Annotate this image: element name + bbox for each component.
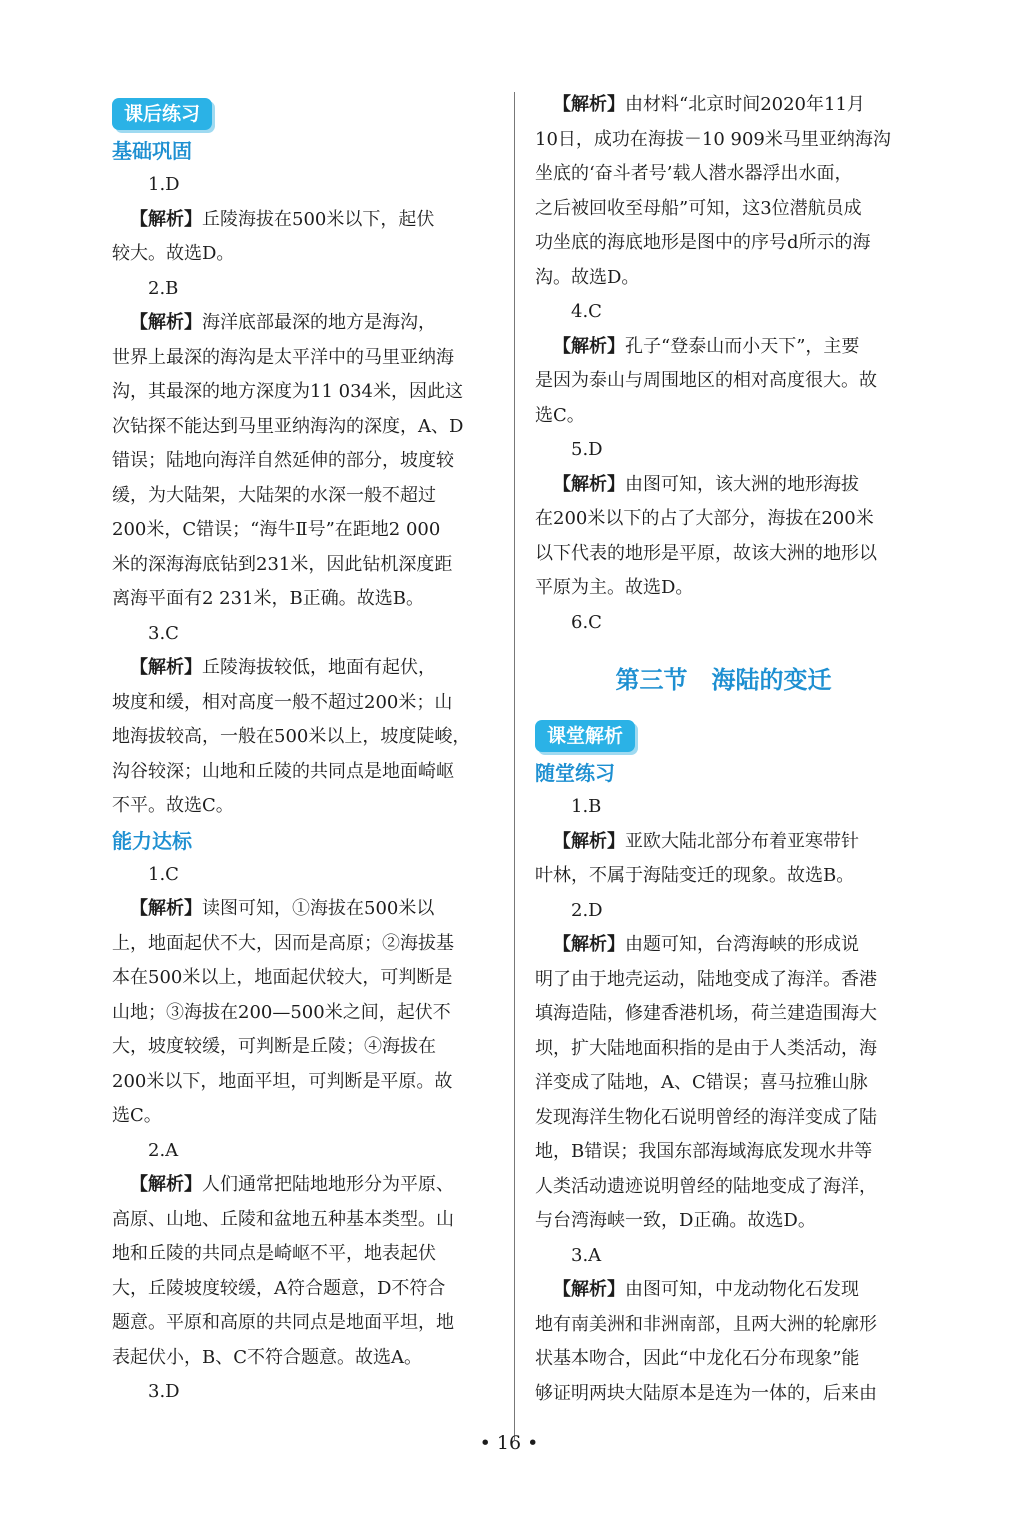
text-line: 与台湾海峡一致，D正确。故选D。 bbox=[535, 1210, 816, 1231]
analysis-text: 丘陵海拔在500米以下，起伏 bbox=[202, 208, 435, 230]
text-line bbox=[535, 825, 912, 860]
text-line: 山地；③海拔在200—500米之间，起伏不 bbox=[112, 1001, 451, 1023]
basic-answers bbox=[112, 168, 497, 824]
text-line: 沟谷较深；山地和丘陵的共同点是地面崎岖 bbox=[112, 760, 454, 782]
text-line: 不平。故选C。 bbox=[112, 795, 234, 816]
text-line: 沟，其最深的地方深度为11 034米，因此这 bbox=[112, 381, 463, 402]
text-line bbox=[535, 928, 912, 963]
analysis-label: 【解析】 bbox=[130, 1174, 202, 1195]
analysis-text: 海洋底部最深的地方是海沟， bbox=[202, 312, 436, 333]
classroom-analysis-tag: 课堂解析 bbox=[535, 720, 635, 752]
ability-heading: 能力达标 bbox=[112, 828, 192, 853]
text-line: 200米以下，地面平坦，可判断是平原。故 bbox=[112, 1070, 453, 1092]
text-line: 在200米以下的占了大部分，海拔在200米 bbox=[535, 508, 874, 529]
text-line: 题意。平原和高原的共同点是地面平坦，地 bbox=[112, 1312, 454, 1333]
text-line: 错误；陆地向海洋自然延伸的部分，坡度较 bbox=[112, 450, 454, 471]
answer-number: 6.C bbox=[571, 611, 602, 633]
text-line: 次钻探不能达到马里亚纳海沟的深度，A、D bbox=[112, 415, 464, 437]
answer-number: 1.B bbox=[571, 796, 602, 817]
text-line: 人类活动遗迹说明曾经的陆地变成了海洋， bbox=[535, 1175, 877, 1197]
text-line: 离海平面有2 231米，B正确。故选B。 bbox=[112, 588, 424, 609]
text-line: 表起伏小，B、C不符合题意。故选A。 bbox=[112, 1346, 422, 1368]
page-number: • 16 • bbox=[479, 1432, 539, 1454]
text-line: 世界上最深的海沟是太平洋中的马里亚纳海 bbox=[112, 346, 454, 368]
text-line: 10日，成功在海拔－10 909米马里亚纳海沟 bbox=[535, 128, 891, 150]
text-line: 叶林，不属于海陆变迁的现象。故选B。 bbox=[535, 865, 855, 886]
analysis-label: 【解析】 bbox=[130, 657, 202, 678]
answer-number: 2.A bbox=[148, 1139, 179, 1161]
in-class-practice-heading: 随堂练习 bbox=[535, 761, 615, 785]
answer-number: 1.D bbox=[148, 174, 180, 195]
section-title: 第三节 海陆的变迁 bbox=[615, 666, 832, 694]
analysis-label: 【解析】 bbox=[130, 898, 202, 919]
text-line: 坡度和缓，相对高度一般不超过200米；山 bbox=[112, 691, 453, 713]
text-line: 缓，为大陆架，大陆架的水深一般不超过 bbox=[112, 484, 436, 506]
analysis-text: 丘陵海拔较低，地面有起伏， bbox=[202, 657, 436, 678]
analysis-text: 读图可知，①海拔在500米以 bbox=[202, 898, 435, 919]
text-line: 大，丘陵坡度较缓，A符合题意，D不符合 bbox=[112, 1277, 446, 1299]
answer-number: 2.D bbox=[571, 899, 603, 921]
text-line: 地，B错误；我国东部海域海底发现水井等 bbox=[535, 1141, 873, 1162]
text-line bbox=[535, 330, 912, 365]
right-column bbox=[535, 88, 912, 1411]
text-line: 发现海洋生物化石说明曾经的海洋变成了陆 bbox=[535, 1106, 877, 1128]
text-line: 以下代表的地形是平原，故该大洲的地形以 bbox=[535, 542, 877, 564]
text-line: 地有南美洲和非洲南部，且两大洲的轮廓形 bbox=[535, 1313, 877, 1335]
text-line: 填海造陆，修建香港机场，荷兰建造围海大 bbox=[535, 1003, 877, 1024]
left-column bbox=[112, 88, 497, 1410]
after-class-practice-tag: 课后练习 bbox=[112, 98, 212, 130]
analysis-text: 人们通常把陆地地形分为平原、 bbox=[202, 1174, 454, 1195]
text-line bbox=[112, 651, 497, 686]
text-line: 米的深海海底钻到231米，因此钻机深度距 bbox=[112, 553, 453, 575]
text-line: 明了由于地壳运动，陆地变成了海洋。香港 bbox=[535, 968, 877, 990]
analysis-label: 【解析】 bbox=[130, 208, 202, 230]
text-line: 高原、山地、丘陵和盆地五种基本类型。山 bbox=[112, 1208, 454, 1230]
answer-number: 2.B bbox=[148, 277, 179, 299]
text-line: 洋变成了陆地，A、C错误；喜马拉雅山脉 bbox=[535, 1072, 868, 1093]
text-line bbox=[112, 1168, 497, 1203]
text-line: 本在500米以上，地面起伏较大，可判断是 bbox=[112, 967, 453, 988]
text-line: 大，坡度较缓，可判断是丘陵；④海拔在 bbox=[112, 1036, 436, 1057]
basic-consolidation-heading: 基础巩固 bbox=[112, 139, 192, 163]
analysis-label: 【解析】 bbox=[553, 934, 625, 955]
text-line: 选C。 bbox=[535, 404, 585, 426]
analysis-label: 【解析】 bbox=[553, 830, 625, 852]
text-line bbox=[112, 203, 497, 238]
answer-number: 3.D bbox=[148, 1381, 180, 1402]
ability-answers bbox=[112, 858, 497, 1410]
text-line bbox=[112, 306, 497, 341]
in-class-answers bbox=[535, 790, 912, 1411]
text-line: 200米，C错误；“海牛Ⅱ号”在距地2 000 bbox=[112, 519, 441, 540]
answer-number: 4.C bbox=[571, 301, 602, 322]
analysis-label: 【解析】 bbox=[553, 1279, 625, 1300]
column-divider bbox=[514, 92, 515, 1440]
analysis-text: 亚欧大陆北部分布着亚寒带针 bbox=[625, 830, 859, 852]
text-line: 功坐底的海底地形是图中的序号d所示的海 bbox=[535, 232, 871, 253]
analysis-label: 【解析】 bbox=[130, 312, 202, 333]
text-line: 地和丘陵的共同点是崎岖不平，地表起伏 bbox=[112, 1243, 436, 1264]
text-line bbox=[535, 468, 912, 503]
text-line: 沟。故选D。 bbox=[535, 266, 640, 288]
text-line: 状基本吻合，因此“中龙化石分布现象”能 bbox=[535, 1348, 860, 1369]
text-line bbox=[535, 88, 912, 123]
analysis-label: 【解析】 bbox=[553, 94, 625, 115]
analysis-text: 由题可知，台湾海峡的形成说 bbox=[625, 934, 859, 955]
answer-number: 5.D bbox=[571, 439, 603, 460]
text-line: 地海拔较高，一般在500米以上，坡度陡峻， bbox=[112, 726, 471, 747]
analysis-label: 【解析】 bbox=[553, 473, 625, 495]
text-line: 坐底的‘奋斗者号’载人潜水器浮出水面， bbox=[535, 163, 853, 184]
text-line: 选C。 bbox=[112, 1105, 162, 1126]
analysis-text: 由材料“北京时间2020年11月 bbox=[625, 94, 865, 115]
text-line: 较大。故选D。 bbox=[112, 243, 235, 264]
text-line: 够证明两块大陆原本是连为一体的，后来由 bbox=[535, 1382, 877, 1404]
answer-number: 1.C bbox=[148, 863, 179, 885]
answer-number: 3.A bbox=[571, 1244, 602, 1266]
continued-answers bbox=[535, 88, 912, 640]
analysis-text: 由图可知，该大洲的地形海拔 bbox=[625, 473, 859, 495]
text-line: 是因为泰山与周围地区的相对高度很大。故 bbox=[535, 370, 877, 391]
text-line: 之后被回收至母船”可知，这3位潜航员成 bbox=[535, 197, 862, 219]
analysis-text: 由图可知，中龙动物化石发现 bbox=[625, 1279, 859, 1300]
text-line: 坝，扩大陆地面积指的是由于人类活动，海 bbox=[535, 1037, 877, 1059]
analysis-text: 孔子“登泰山而小天下”，主要 bbox=[625, 335, 860, 357]
text-line: 平原为主。故选D。 bbox=[535, 577, 694, 598]
text-line: 上，地面起伏不大，因而是高原；②海拔基 bbox=[112, 932, 454, 954]
text-line bbox=[112, 892, 497, 927]
text-line bbox=[535, 1273, 912, 1308]
analysis-label: 【解析】 bbox=[553, 335, 625, 357]
answer-number: 3.C bbox=[148, 622, 179, 644]
